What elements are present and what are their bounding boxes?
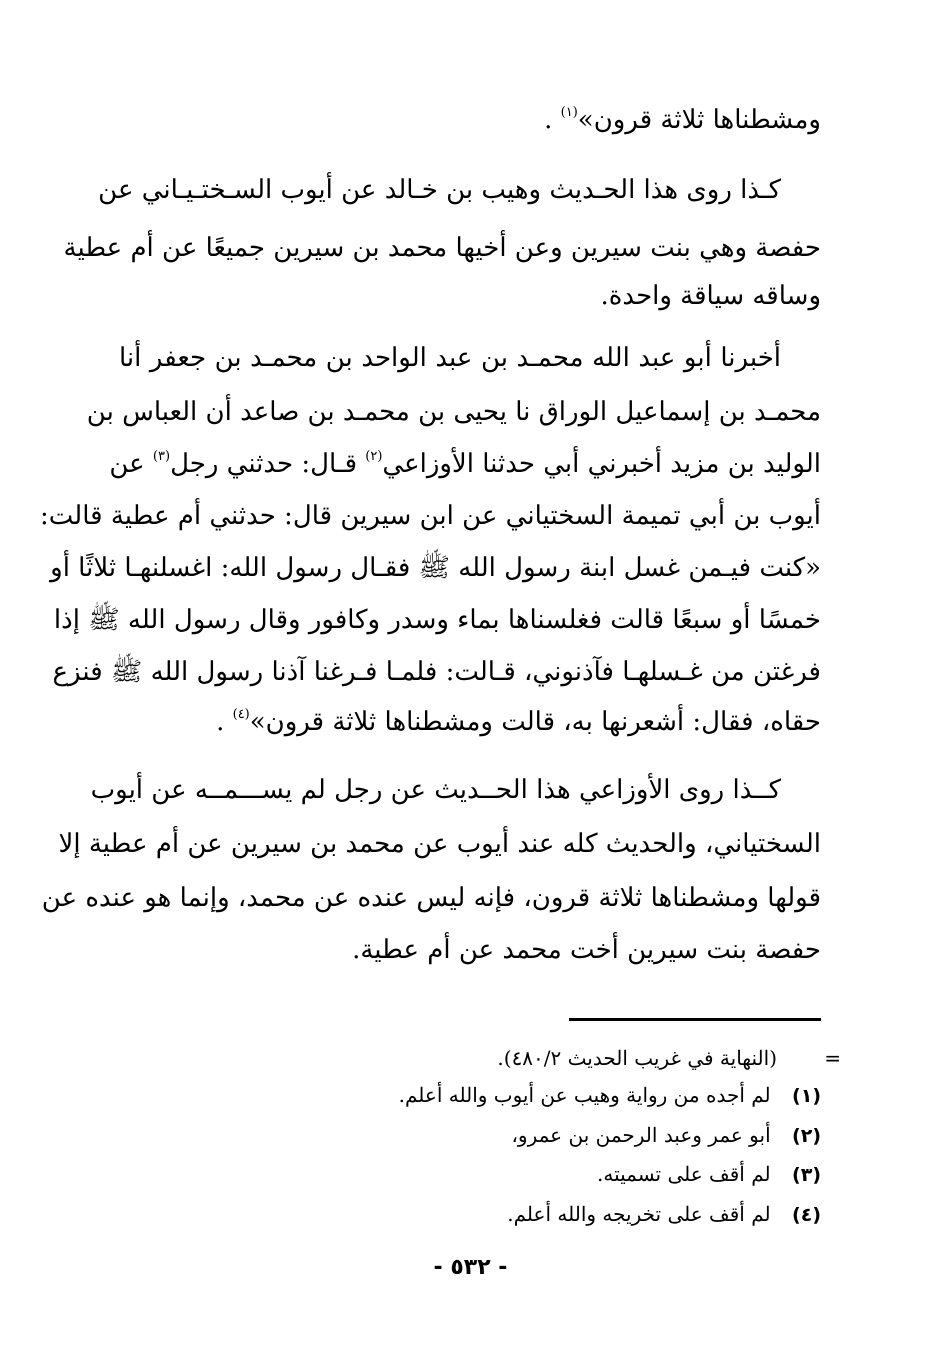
footnote-ref-2[interactable]: (٢) [365,449,383,465]
body-line-3: حفصة وهي بنت سيرين وعن أخيها محمد بن سيرين جميعًا عن أم عطية [63,233,821,263]
footnote-2: (٢) أبو عمر وعبد الرحمن بن عمرو، [119,1120,821,1150]
body-line-11: فرغتن من غـسلهـا فآذنوني، قـالت: فلمـا فـرغنا آذنا رسول الله ﷺ فنزع [52,657,821,687]
body-line-5: أخبرنا أبو عبد الله محمـد بن عبد الواحد بن محمـد بن جعفر أنا [119,343,781,373]
body-line-12: حقاه، فقال: أشعرنها به، قالت ومشطناها ثلاثة قرون»$^{(٤)}$ . [216,707,821,737]
body-line-10: خمسًا أو سبعًا قالت فغلسناها بماء وسدر وكافور وقال رسول الله ﷺ إذا [53,605,821,635]
body-line-4: وساقه سياقة واحدة. [600,281,821,311]
footnote-marker-4: (٤) [792,1204,821,1226]
body-line-15: قولها ومشطناها ثلاثة قرون، فإنه ليس عنده عن محمد، وإنما هو عنده عن [41,883,821,913]
footnote-3: (٣) لم أقف على تسميته. [119,1159,821,1189]
body-line-8: أيوب بن أبي تميمة السختياني عن ابن سيرين قال: حدثني أم عطية قالت: [40,501,821,531]
footnote-marker-2: (٢) [792,1125,821,1147]
body-line-2: كـذا روى هذا الحـديث وهيب بن خـالد عن أيوب السـختـيـاني عن [98,175,781,205]
footnote-1: (١) لم أجده من رواية وهيب عن أيوب والله أعلم. [119,1080,821,1110]
footnote-marker-3: (٣) [792,1164,821,1186]
footnote-marker-1: (١) [792,1085,821,1107]
body-line-7: الوليد بن مزيد أخبرني أبي حدثنا الأوزاعي$^{(٢)}$ قـال: حدثني رجل$^{(٣)}$ عن [109,449,821,479]
body-line-16: حفصة بنت سيرين أخت محمد عن أم عطية. [352,935,821,965]
footnote-ref-3[interactable]: (٣) [152,449,171,465]
footnote-ref-1[interactable]: (١) [560,105,578,121]
footnote-continuation-mark: = [824,1046,841,1070]
footnote-continuation: (النهاية في غريب الحديث ٤٨٠/٢). [497,1046,777,1070]
body-line-9: «كنت فيـمن غسل ابنة رسول الله ﷺ فقـال رسول الله: اغسلنهـا ثلاثًا أو [50,553,821,583]
body-line-6: محمـد بن إسماعيل الوراق نا يحيى بن محمـد بن صاعد أن العباس بن [86,397,821,427]
body-line-1: ومشطناها ثلاثة قرون»$^{(١)}$ . [544,105,821,135]
footnote-separator [569,1018,821,1021]
page-number: - ٥٣٢ - [433,1255,508,1280]
footnote-ref-4[interactable]: (٤) [232,707,250,723]
body-line-14: السختياني، والحديث كله عند أيوب عن محمد بن سيرين عن أم عطية إلا [58,829,821,859]
body-line-13: كــذا روى الأوزاعي هذا الحــديث عن رجل لم يســـمــه عن أيوب [90,775,781,805]
footnote-4: (٤) لم أقف على تخريجه والله أعلم. [119,1199,821,1229]
